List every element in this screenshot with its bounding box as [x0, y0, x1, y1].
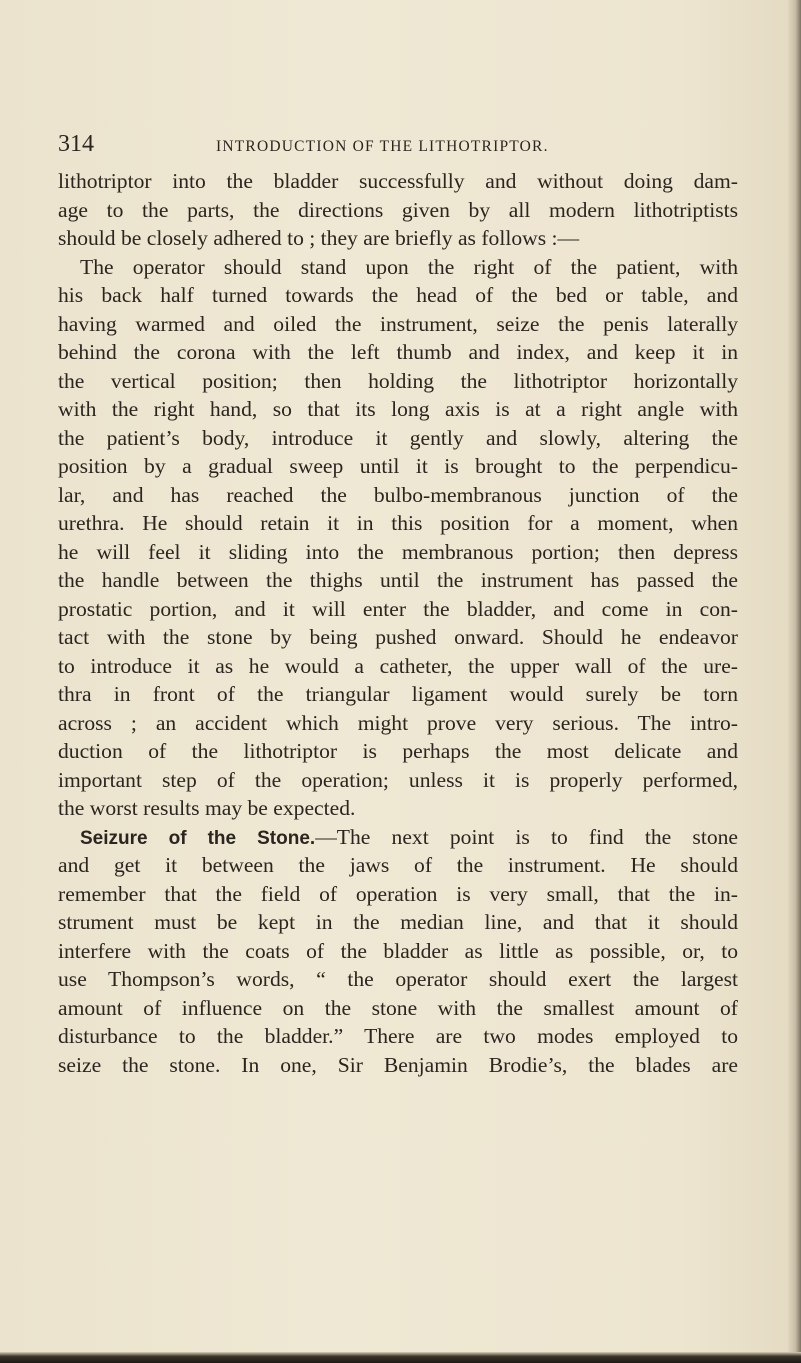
text-line: seize the stone. In one, Sir Benjamin Brodie’s, the blades are	[58, 1052, 738, 1077]
text-line: with the right hand, so that its long axis is at a right angle with	[58, 397, 738, 421]
body-text	[58, 167, 738, 1079]
text-line: tact with the stone by being pushed onward. Should he endeavor	[58, 625, 738, 649]
text-line: the handle between the thighs until the instrument has passed the	[58, 568, 738, 592]
text-line: should be closely adhered to ; they are briefly as follows :—	[58, 226, 580, 250]
text-line: the worst results may be expected.	[58, 796, 356, 820]
text-line: behind the corona with the left thumb and index, and keep it in	[58, 340, 738, 364]
text-line: lar, and has reached the bulbo-membranous junction of the	[58, 482, 738, 507]
text-line: lithotriptor into the bladder successfully and without doing dam-	[58, 169, 738, 193]
text-line: to introduce it as he would a catheter, the upper wall of the ure-	[58, 653, 738, 678]
text-line: disturbance to the bladder.” There are two modes employed to	[58, 1024, 738, 1048]
text-line: his back half turned towards the head of the bed or table, and	[58, 283, 738, 307]
text-line: prostatic portion, and it will enter the bladder, and come in con-	[58, 596, 738, 621]
text-line: he will feel it sliding into the membranous portion; then depress	[58, 539, 738, 564]
section-heading: Seizure of the Stone.	[80, 827, 316, 849]
text-line: duction of the lithotriptor is perhaps the most delicate and	[58, 739, 738, 763]
text-line: the patient’s body, introduce it gently and slowly, altering the	[58, 425, 738, 450]
text-line: age to the parts, the directions given by all modern lithotriptists	[58, 197, 738, 222]
text-line: amount of influence on the stone with the smallest amount of	[58, 995, 738, 1020]
text-line: position by a gradual sweep until it is brought to the perpendicu-	[58, 454, 738, 478]
text-line: across ; an accident which might prove very serious. The intro-	[58, 710, 738, 735]
text-line: urethra. He should retain it in this position for a moment, when	[58, 511, 738, 535]
text-line: interfere with the coats of the bladder as little as possible, or, to	[58, 938, 738, 963]
running-head: INTRODUCTION OF THE LITHOTRIPTOR.	[216, 138, 549, 155]
text-line: and get it between the jaws of the instrument. He should	[58, 853, 738, 877]
text-line: the vertical position; then holding the lithotriptor horizontally	[58, 368, 738, 393]
text-line: important step of the operation; unless it is properly performed,	[58, 767, 738, 792]
text-line: strument must be kept in the median line, and that it should	[58, 910, 738, 934]
section-first-line-text: —The next point is to find the stone	[315, 824, 738, 849]
text-line: having warmed and oiled the instrument, seize the penis laterally	[58, 311, 738, 336]
page-edge-shadow	[787, 0, 801, 1363]
page-number: 314	[58, 131, 94, 157]
section-first-line	[58, 823, 738, 852]
page-bottom-edge	[0, 1352, 801, 1363]
page-header	[58, 131, 738, 171]
text-line: use Thompson’s words, “ the operator should exert the largest	[58, 967, 738, 991]
text-line: thra in front of the triangular ligament would surely be torn	[58, 682, 738, 706]
text-line: The operator should stand upon the right of the patient, with	[80, 254, 738, 279]
text-line: remember that the field of operation is very small, that the in-	[58, 881, 738, 906]
